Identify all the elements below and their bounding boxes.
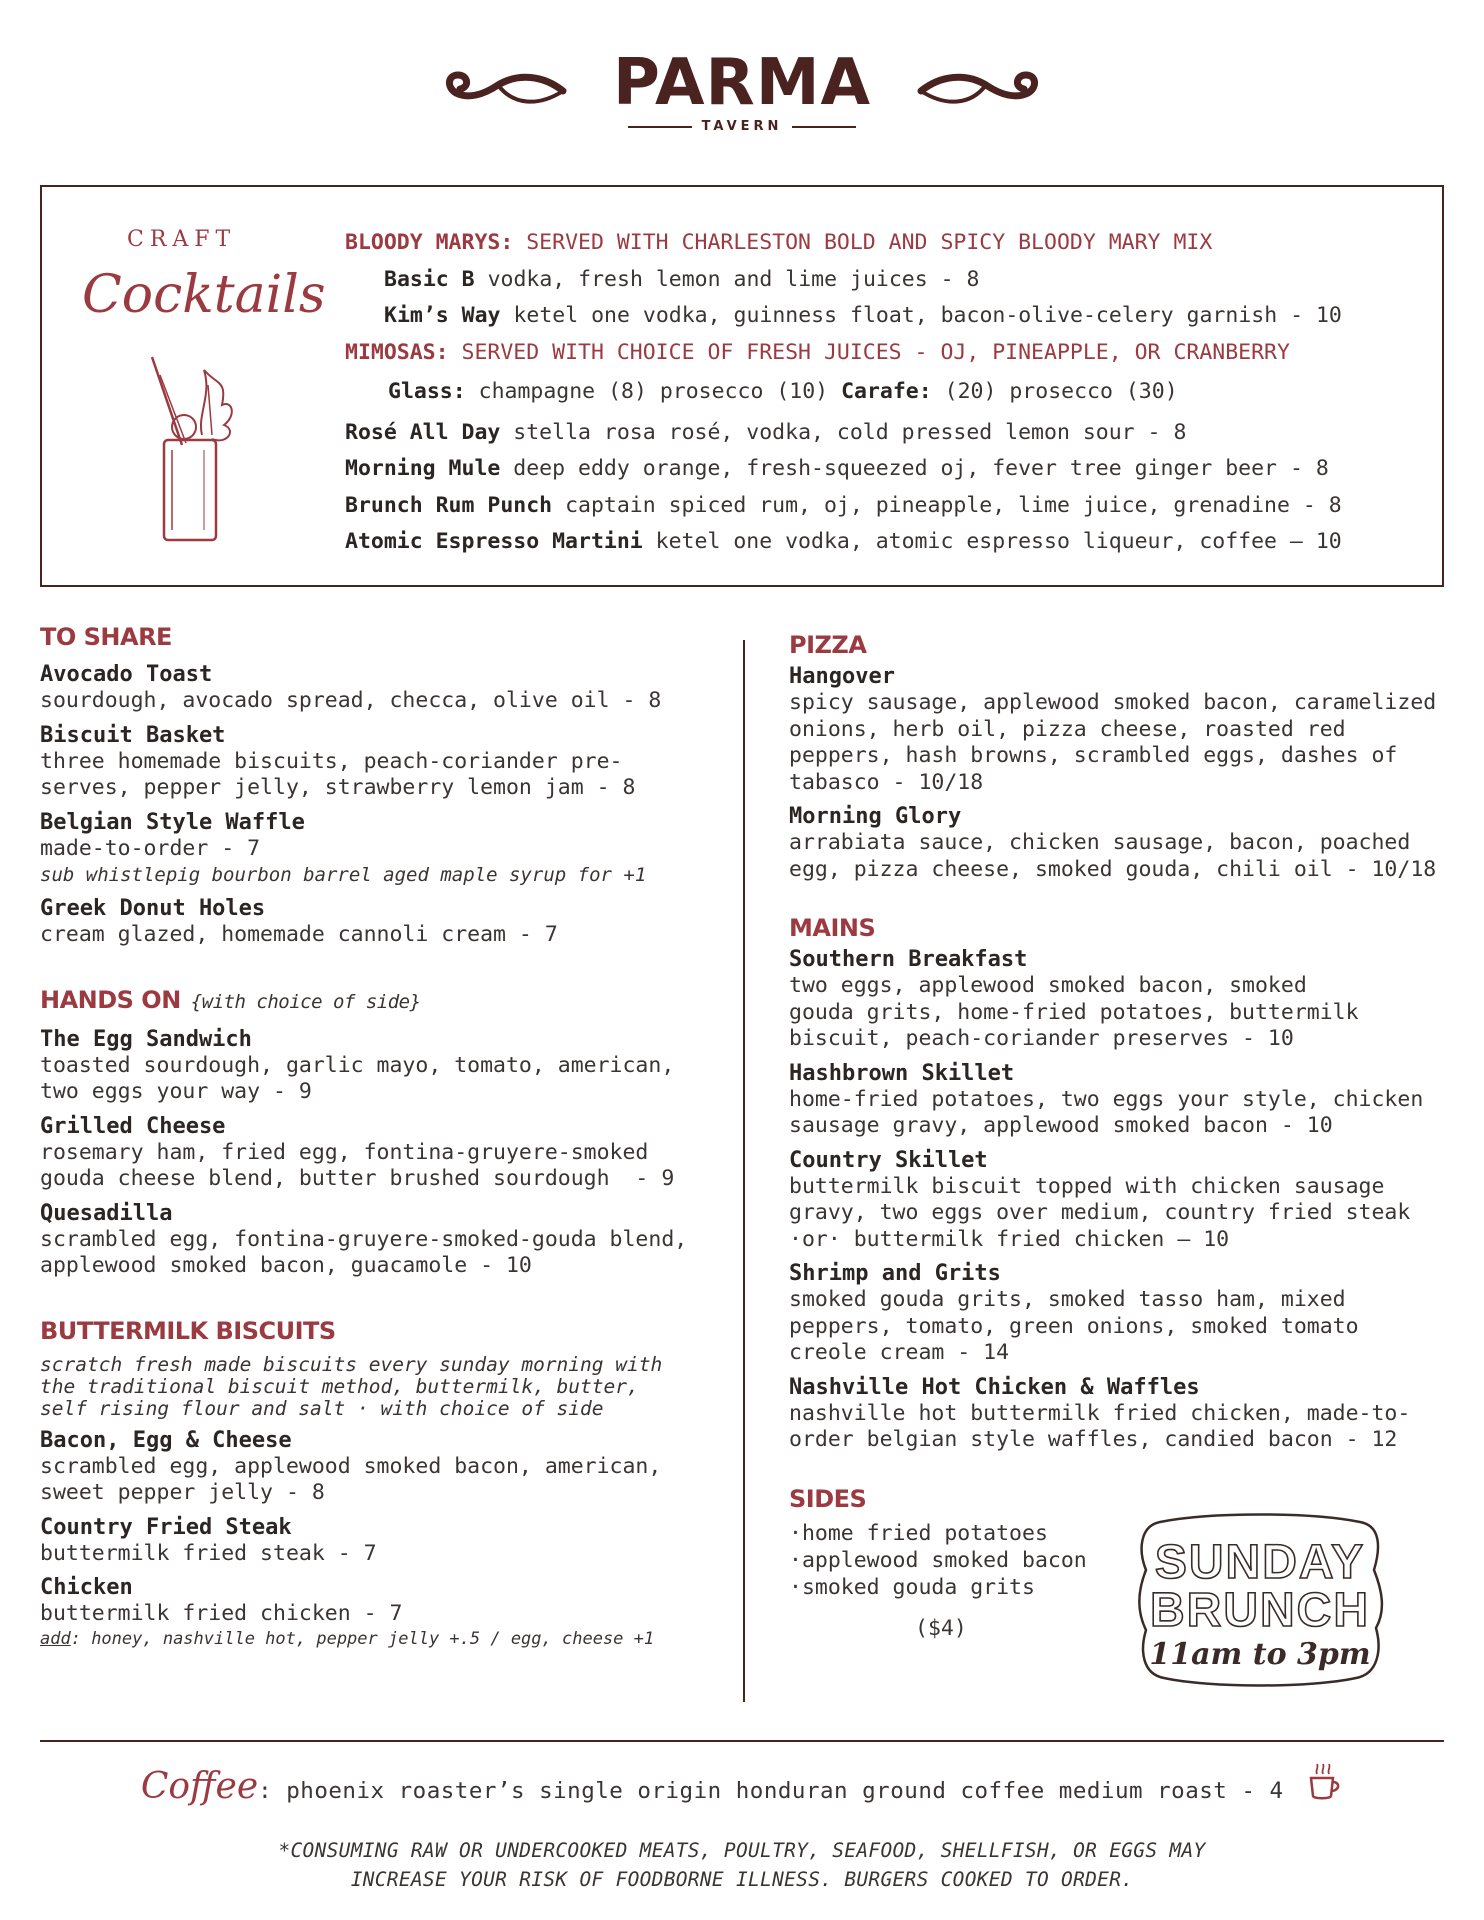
item-desc: buttermilk fried chicken - 7	[40, 1601, 403, 1626]
item-desc: ·or· buttermilk fried chicken – 10	[789, 1226, 1230, 1252]
bloody-marys-label: BLOODY MARYS:	[345, 230, 514, 255]
menu-item	[40, 1575, 690, 1650]
punch-name: Brunch Rum Punch	[345, 492, 553, 518]
menu-item	[789, 664, 1444, 796]
logo-title: PARMA	[612, 46, 872, 120]
intro-line: scratch fresh made biscuits every sunday morning with	[40, 1352, 663, 1376]
logo-subtitle	[0, 119, 1484, 134]
pizza-title: PIZZA	[789, 631, 867, 659]
menu-item	[40, 723, 690, 802]
item-name: Country Skillet	[789, 1147, 988, 1173]
intro-line: the traditional biscuit method, buttermilk, butter,	[40, 1374, 639, 1398]
header	[0, 45, 1484, 145]
item-note: sub whistlepig bourbon barrel aged maple syrup for +1	[40, 864, 647, 886]
item-desc: spicy sausage, applewood smoked bacon, caramelized	[789, 690, 1437, 715]
hands-on-note: {with choice of side}	[190, 990, 421, 1013]
menu-item	[40, 662, 690, 715]
menu-item	[40, 896, 690, 949]
glass-line	[345, 374, 1435, 411]
to-share-list	[40, 662, 690, 949]
item-desc: scrambled egg, applewood smoked bacon, american,	[40, 1453, 662, 1479]
coffee-line	[0, 1762, 1484, 1807]
rose-line	[345, 415, 1435, 452]
item-desc: two eggs your way - 9	[40, 1079, 312, 1104]
item-desc: serves, pepper jelly, strawberry lemon jam - 8	[40, 775, 636, 800]
hands-on-title	[40, 983, 690, 1019]
coffee-cup-icon	[1303, 1762, 1343, 1802]
mule-name: Morning Mule	[345, 456, 501, 481]
item-desc: tabasco - 10/18	[789, 769, 984, 795]
item-desc: biscuit, peach-coriander preserves - 10	[789, 1026, 1294, 1051]
martini-desc: ketel one vodka, atomic espresso liqueur, coffee – 10	[655, 529, 1342, 554]
menu-item	[789, 1148, 1444, 1254]
right-column	[789, 628, 1444, 1642]
rose-name: Rosé All Day	[345, 419, 501, 445]
to-share-title: TO SHARE	[40, 623, 172, 651]
pizza-list	[789, 664, 1444, 883]
item-name: Biscuit Basket	[40, 722, 226, 748]
item-desc: smoked gouda grits, smoked tasso ham, mixed	[789, 1287, 1346, 1312]
intro-line: self rising flour and salt · with choice of side	[40, 1396, 604, 1420]
item-desc: applewood smoked bacon, guacamole - 10	[40, 1253, 532, 1278]
left-column	[40, 620, 690, 1650]
mule-desc: deep eddy orange, fresh-squeezed oj, fever tree ginger beer - 8	[513, 456, 1329, 481]
mimosas-line	[345, 335, 1435, 372]
menu-item	[789, 804, 1444, 883]
item-name: Chicken	[40, 1575, 133, 1600]
item-name: Morning Glory	[789, 804, 962, 829]
item-name: Hashbrown Skillet	[789, 1060, 1015, 1086]
punch-desc: captain spiced rum, oj, pineapple, lime juice, grenadine - 8	[565, 492, 1342, 518]
rose-desc: stella rosa rosé, vodka, cold pressed lemon sour - 8	[513, 419, 1187, 445]
cocktails-label: Cocktails	[82, 265, 326, 325]
item-name: Grilled Cheese	[40, 1113, 226, 1139]
item-desc: arrabiata sauce, chicken sausage, bacon, poached	[789, 830, 1411, 855]
carafe-desc: (20) prosecco (30)	[944, 379, 1178, 404]
item-desc: sausage gravy, applewood smoked bacon - 10	[789, 1113, 1333, 1138]
item-desc: peppers, hash browns, scrambled eggs, dashes of	[789, 743, 1398, 768]
menu-item	[789, 947, 1444, 1053]
mains-list	[789, 947, 1444, 1454]
item-desc: nashville hot buttermilk fried chicken, made-to-	[789, 1400, 1411, 1426]
side-item: ·home fried potatoes	[789, 1520, 1048, 1546]
craft-label: CRAFT	[127, 227, 237, 252]
item-desc: buttermilk biscuit topped with chicken sausage	[789, 1173, 1385, 1199]
sides-title: SIDES	[789, 1484, 867, 1513]
menu-item	[40, 1027, 690, 1106]
basic-b-desc: vodka, fresh lemon and lime juices - 8	[487, 266, 980, 292]
item-desc: gravy, two eggs over medium, country fried steak	[789, 1200, 1411, 1225]
item-name: Shrimp and Grits	[789, 1261, 1001, 1286]
cocktail-list	[345, 225, 1435, 561]
biscuits-title: BUTTERMILK BISCUITS	[40, 1316, 336, 1345]
bloody-marys-desc: SERVED WITH CHARLESTON BOLD AND SPICY BLOODY MARY MIX	[526, 230, 1213, 255]
sides-price: ($4)	[915, 1615, 967, 1641]
item-desc: scrambled egg, fontina-gruyere-smoked-gouda blend,	[40, 1226, 688, 1252]
menu-item	[40, 1201, 690, 1280]
item-desc: two eggs, applewood smoked bacon, smoked	[789, 973, 1307, 998]
glass-desc: champagne (8) prosecco (10)	[478, 379, 829, 404]
item-name: The Egg Sandwich	[40, 1026, 252, 1052]
bottom-divider	[40, 1740, 1444, 1742]
item-desc: sourdough, avocado spread, checca, olive oil - 8	[40, 688, 662, 713]
item-desc: three homemade biscuits, peach-coriander pre-	[40, 748, 623, 774]
biscuits-intro	[40, 1354, 690, 1420]
item-desc: peppers, tomato, green onions, smoked tomato	[789, 1313, 1359, 1339]
add-text: : honey, nashville hot, pepper jelly +.5 / egg, cheese +1	[70, 1628, 655, 1649]
punch-line	[345, 488, 1435, 525]
column-divider	[743, 640, 745, 1702]
disclaimer-line: *CONSUMING RAW OR UNDERCOOKED MEATS, POULTRY, SEAFOOD, SHELLFISH, OR EGGS MAY	[278, 1839, 1206, 1862]
brunch-line1: SUNDAY	[1154, 1536, 1366, 1589]
side-item: ·applewood smoked bacon	[789, 1547, 1087, 1573]
divider	[628, 126, 692, 128]
basic-b-line	[345, 262, 1435, 299]
martini-name: Atomic Espresso Martini	[345, 529, 643, 554]
item-desc: home-fried potatoes, two eggs your style, chicken	[789, 1086, 1424, 1112]
carafe-label: Carafe:	[841, 379, 932, 404]
item-desc: creole cream - 14	[789, 1340, 1010, 1365]
menu-item	[40, 1114, 690, 1193]
item-desc: rosemary ham, fried egg, fontina-gruyere-smoked	[40, 1139, 649, 1165]
menu-item	[789, 1375, 1444, 1454]
menu-item	[40, 1428, 690, 1507]
mimosas-desc: SERVED WITH CHOICE OF FRESH JUICES - OJ, PINEAPPLE, OR CRANBERRY	[461, 339, 1290, 365]
menu-item	[789, 1261, 1444, 1367]
item-desc: cream glazed, homemade cannoli cream - 7	[40, 922, 558, 947]
menu-item	[40, 1515, 690, 1568]
item-desc: gouda grits, home-fried potatoes, buttermilk	[789, 999, 1359, 1025]
logo-subtitle-text: TAVERN	[701, 119, 783, 134]
divider	[792, 126, 856, 128]
bloody-marys-line	[345, 225, 1435, 262]
item-name: Belgian Style Waffle	[40, 809, 305, 835]
coffee-text: : phoenix roaster’s single origin honduran ground coffee medium roast - 4	[258, 1778, 1284, 1804]
basic-b-name: Basic B	[384, 266, 475, 292]
item-name: Greek Donut Holes	[40, 896, 266, 921]
item-name: Nashville Hot Chicken & Waffles	[789, 1374, 1200, 1400]
mimosas-label: MIMOSAS:	[345, 339, 449, 365]
mule-line	[345, 451, 1435, 488]
item-desc: sweet pepper jelly - 8	[40, 1480, 325, 1505]
add-ons-note	[40, 1628, 690, 1650]
glass-label: Glass:	[388, 379, 466, 404]
cocktail-box	[40, 185, 1444, 587]
side-item: ·smoked gouda grits	[789, 1574, 1035, 1600]
kims-way-desc: ketel one vodka, guinness float, bacon-olive-celery garnish - 10	[513, 303, 1342, 328]
disclaimer-line: INCREASE YOUR RISK OF FOODBORNE ILLNESS. BURGERS COOKED TO ORDER.	[350, 1868, 1134, 1891]
sunday-brunch-badge	[1130, 1510, 1390, 1690]
coffee-label: Coffee	[140, 1766, 259, 1807]
disclaimer	[0, 1836, 1484, 1894]
martini-line	[345, 524, 1435, 561]
item-desc: onions, herb oil, pizza cheese, roasted red	[789, 716, 1346, 742]
mains-title: MAINS	[789, 914, 876, 942]
item-name: Quesadilla	[40, 1200, 173, 1226]
item-desc: toasted sourdough, garlic mayo, tomato, american,	[40, 1052, 675, 1078]
item-name: Bacon, Egg & Cheese	[40, 1427, 292, 1453]
brunch-hours: 11am to 3pm	[1149, 1637, 1371, 1672]
item-name: Hangover	[789, 664, 895, 689]
item-name: Avocado Toast	[40, 662, 213, 687]
item-desc: egg, pizza cheese, smoked gouda, chili oil - 10/18	[789, 856, 1437, 882]
brunch-line2: BRUNCH	[1150, 1584, 1370, 1637]
hands-on-list	[40, 1027, 690, 1280]
kims-way-line	[345, 298, 1435, 335]
item-desc: buttermilk fried steak - 7	[40, 1540, 377, 1566]
right-swirl-icon	[916, 65, 1046, 115]
menu-item	[40, 810, 690, 889]
add-label: add	[40, 1628, 71, 1649]
item-desc: gouda cheese blend, butter brushed sourdough - 9	[40, 1166, 675, 1191]
hands-on-title-text: HANDS ON	[40, 985, 181, 1014]
item-name: Southern Breakfast	[789, 947, 1028, 972]
kims-way-name: Kim’s Way	[384, 303, 501, 328]
biscuits-list	[40, 1428, 690, 1650]
cocktail-glass-icon	[142, 355, 252, 545]
item-desc: order belgian style waffles, candied bacon - 12	[789, 1427, 1398, 1452]
menu-item	[789, 1061, 1444, 1140]
item-name: Country Fried Steak	[40, 1514, 292, 1540]
item-desc: made-to-order - 7	[40, 835, 261, 861]
